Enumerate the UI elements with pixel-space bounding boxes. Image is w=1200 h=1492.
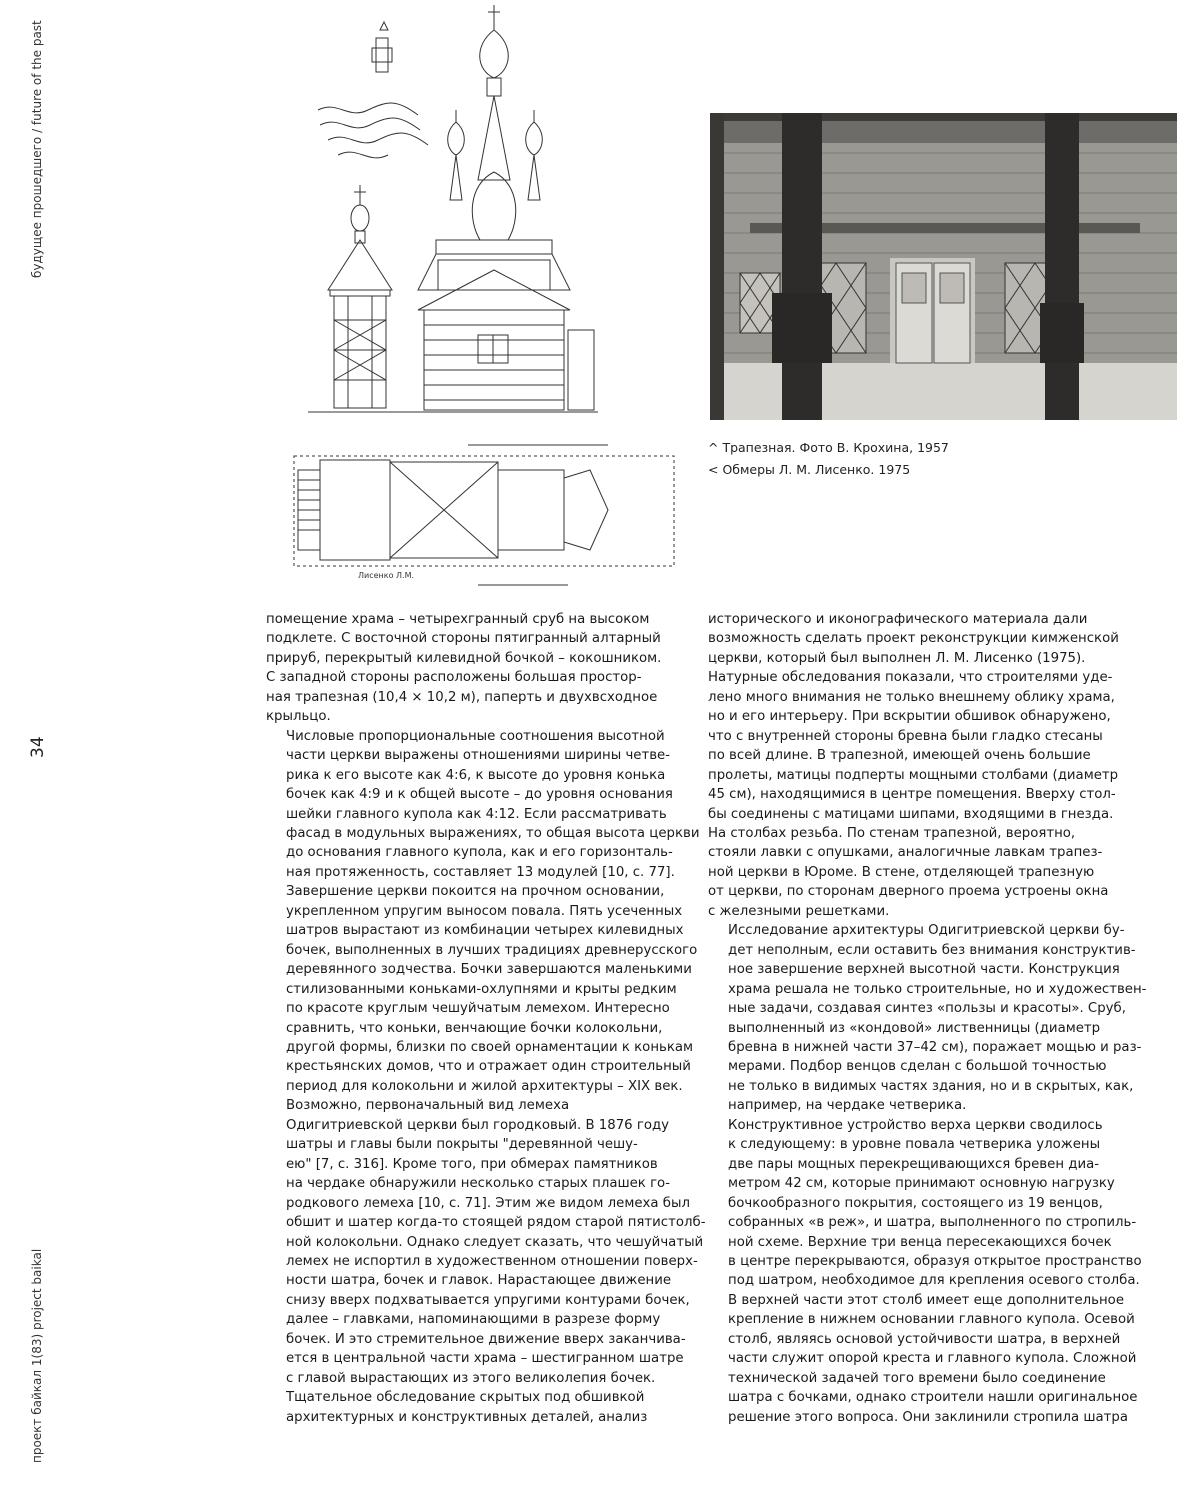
text-line: на чердаке обнаружили несколько старых плашек го-	[286, 1176, 670, 1192]
text-line: На столбах резьба. По стенам трапезной, вероятно,	[708, 825, 1076, 841]
text-line: бы соединены с матицами шипами, входящими в гнезда.	[708, 806, 1114, 822]
text-line: что с внутренней стороны бревна были гладко стесаны	[708, 728, 1103, 744]
text-line: мерами. Подбор венцов сделан с большой точностью	[728, 1059, 1107, 1075]
text-line: рика к его высоте как 4:6, к высоте до уровня конька	[286, 767, 666, 783]
text-line: выполненный из «кондовой» лиственницы (диаметр	[728, 1020, 1101, 1036]
text-line: стилизованными коньками-охлупнями и крыты редким	[286, 981, 677, 997]
text-line: церкви, который был выполнен Л. М. Лисенко (1975).	[708, 650, 1086, 666]
paragraph	[708, 610, 1130, 921]
refectory-photo	[710, 113, 1177, 420]
text-line: сравнить, что коньки, венчающие бочки колокольни,	[286, 1020, 663, 1036]
text-line: Возможно, первоначальный вид лемеха	[286, 1098, 570, 1114]
text-line: лено много внимания не только внешнему облику храма,	[708, 689, 1115, 705]
text-line: не только в видимых частях здания, но и в скрытых, как,	[728, 1078, 1134, 1094]
text-line: бочек как 4:9 и к общей высоте – до уровня основания	[286, 787, 673, 803]
text-line: ной церкви в Юроме. В стене, отделяющей трапезную	[708, 864, 1095, 880]
site-plan-sketch	[318, 22, 428, 158]
text-line: обшит и шатер когда-то стоящей рядом старой пятистолб-	[286, 1215, 706, 1231]
text-line: по красоте круглым чешуйчатым лемехом. Интересно	[286, 1001, 670, 1017]
text-line: крестьянских домов, что и отражает один строительный	[286, 1059, 691, 1075]
church-floor-plan	[294, 445, 674, 585]
text-line: помещение храма – четырехгранный сруб на высоком	[266, 612, 650, 627]
drawing-signature: Лисенко Л.М.	[358, 571, 415, 580]
bell-tower-drawing	[328, 185, 392, 408]
text-line: фасад в модульных выражениях, то общая высота церкви	[286, 825, 700, 841]
text-line: бочек. И это стремительное движение вверх заканчива-	[286, 1331, 686, 1347]
paragraph	[266, 1388, 681, 1427]
text-line: ная трапезная (10,4 × 10,2 м), паперть и двухвсходное	[266, 689, 658, 705]
text-line: подклете. С восточной стороны пятигранный алтарный	[266, 631, 661, 647]
text-line: крепление в нижнем основании главного купола. Осевой	[728, 1312, 1135, 1328]
text-line: шатров вырастают из комбинации четырех килевидных	[286, 923, 684, 939]
text-line: Конструктивное устройство верха церкви сводилось	[728, 1117, 1103, 1133]
text-line: бочкообразного покрытия, состоящего из 19 венцов,	[728, 1195, 1103, 1211]
text-line: технической задачей того времени было соединение	[728, 1370, 1106, 1386]
text-line: к следующему: в уровне повала четверика уложены	[728, 1137, 1101, 1153]
text-line: Одигитриевской церкви был городковый. В 1876 году	[286, 1117, 670, 1133]
text-line: но и его интерьеру. При вскрытии обшивок обнаружено,	[708, 709, 1111, 725]
text-line: решение этого вопроса. Они заклинили стропила шатра	[728, 1409, 1129, 1425]
text-line: возможность сделать проект реконструкции кимженской	[708, 631, 1119, 647]
text-line: крыльцо.	[266, 709, 331, 725]
text-line: ная протяженность, составляет 13 модулей [10, с. 77].	[286, 864, 675, 880]
text-line: с главой вырастающих из этого великолепия бочек.	[286, 1370, 656, 1386]
page-number: 34	[28, 736, 48, 758]
text-line: например, на чердаке четверика.	[728, 1098, 967, 1114]
paragraph	[266, 1096, 706, 1388]
text-line: под шатром, необходимое для крепления осевого столба.	[728, 1273, 1140, 1289]
right-text-column	[708, 610, 1147, 1427]
text-line: 45 см), находящимися в центре помещения. Вверху стол-	[708, 787, 1116, 803]
text-line: ности шатра, бочек и главок. Нарастающее движение	[286, 1273, 672, 1289]
text-line: по всей длине. В трапезной, имеющей очень большие	[708, 748, 1091, 764]
church-elevation-drawing	[268, 0, 688, 590]
text-line: ное завершение верхней высотной части. Конструкция	[728, 962, 1120, 978]
text-line: лемех не испортил в художественном отношении поверх-	[286, 1253, 698, 1269]
text-line: прируб, перекрытый килевидной бочкой – кокошником.	[266, 650, 662, 666]
text-line: две пары мощных перекрещивающихся бревен диа-	[728, 1156, 1100, 1172]
text-line: другой формы, близки по своей орнаментации к конькам	[286, 1039, 694, 1055]
text-line: с железными решетками.	[708, 903, 890, 919]
text-line: Исследование архитектуры Одигитриевской церкви бу-	[728, 923, 1125, 939]
text-line: Числовые пропорциональные соотношения высотной	[286, 728, 665, 744]
text-line: Натурные обследования показали, что строителями уде-	[708, 670, 1113, 686]
photo-caption: ^ Трапезная. Фото В. Крохина, 1957	[708, 440, 949, 455]
text-line: Завершение церкви покоится на прочном основании,	[286, 884, 665, 900]
text-line: шатра с бочками, однако строители нашли оригинальное	[728, 1390, 1138, 1406]
text-line: С западной стороны расположены большая простор-	[266, 670, 642, 686]
text-line: ной схеме. Верхние три венца пересекающихся бочек	[728, 1234, 1112, 1250]
drawing-caption: < Обмеры Л. М. Лисенко. 1975	[708, 462, 911, 477]
text-line: ные задачи, создавая синтез «пользы и красоты». Сруб,	[728, 1001, 1126, 1017]
text-line: архитектурных и конструктивных деталей, анализ	[286, 1409, 648, 1425]
text-line: метром 42 см, которые принимают основную нагрузку	[728, 1176, 1115, 1192]
text-line: шейки главного купола как 4:12. Если рассматривать	[286, 806, 667, 822]
text-line: ной колокольни. Однако следует сказать, что чешуйчатый	[286, 1234, 704, 1250]
text-line: период для колокольни и жилой архитектуры – XIX век.	[286, 1078, 683, 1094]
text-line: столб, являясь основой устойчивости шатра, в верхней	[728, 1331, 1121, 1347]
text-line: далее – главками, напоминающими в разрезе форму	[286, 1312, 661, 1328]
text-line: родкового лемеха [10, с. 71]. Этим же видом лемеха был	[286, 1195, 690, 1211]
text-line: ею" [7, с. 316]. Кроме того, при обмерах памятников	[286, 1156, 658, 1172]
text-line: укрепленном упругим выносом повала. Пять усеченных	[286, 903, 683, 919]
text-line: деревянного зодчества. Бочки завершаются маленькими	[286, 962, 692, 978]
church-facade-drawing	[308, 5, 598, 412]
section-label: будущее прошедшего / future of the past	[30, 20, 44, 278]
text-line: части церкви выражены отношениями ширины четве-	[286, 748, 671, 764]
paragraph	[266, 727, 700, 1097]
paragraph	[266, 610, 681, 727]
text-line: снизу вверх подхватывается упругими контурами бочек,	[286, 1292, 690, 1308]
text-line: пролеты, матицы подперты мощными столбами (диаметр	[708, 767, 1119, 783]
left-text-column	[266, 610, 706, 1427]
journal-label: проект байкал 1(83) project baikal	[30, 1248, 44, 1463]
text-line: от церкви, по сторонам дверного проема устроены окна	[708, 884, 1109, 900]
text-line: В верхней части этот столб имеет еще дополнительное	[728, 1292, 1124, 1308]
text-line: до основания главного купола, как и его горизонталь-	[286, 845, 673, 861]
text-line: ется в центральной части храма – шестигранном шатре	[286, 1351, 684, 1367]
paragraph	[708, 1116, 1142, 1427]
measured-drawings	[268, 0, 688, 590]
text-line: стояли лавки с опушками, аналогичные лавкам трапез-	[708, 845, 1103, 861]
refectory-photo-image	[710, 113, 1177, 420]
text-line: исторического и иконографического материала дали	[708, 612, 1088, 627]
text-line: храма решала не только строительные, но и художествен-	[728, 981, 1147, 997]
text-line: части служит опорой креста и главного купола. Сложной	[728, 1351, 1137, 1367]
text-line: Тщательное обследование скрытых под обшивкой	[286, 1390, 645, 1406]
text-line: собранных «в реж», и шатра, выполненного по стропиль-	[728, 1215, 1137, 1231]
text-line: бочек, выполненных в лучших традициях древнерусского	[286, 942, 698, 958]
text-line: бревна в нижней части 37–42 см), поражает мощью и раз-	[728, 1039, 1142, 1055]
text-line: дет неполным, если оставить без внимания конструктив-	[728, 942, 1136, 958]
text-line: в центре перекрываются, образуя открытое пространство	[728, 1253, 1142, 1269]
paragraph	[708, 921, 1147, 1116]
text-line: шатры и главы были покрыты "деревянной чешу-	[286, 1137, 638, 1153]
